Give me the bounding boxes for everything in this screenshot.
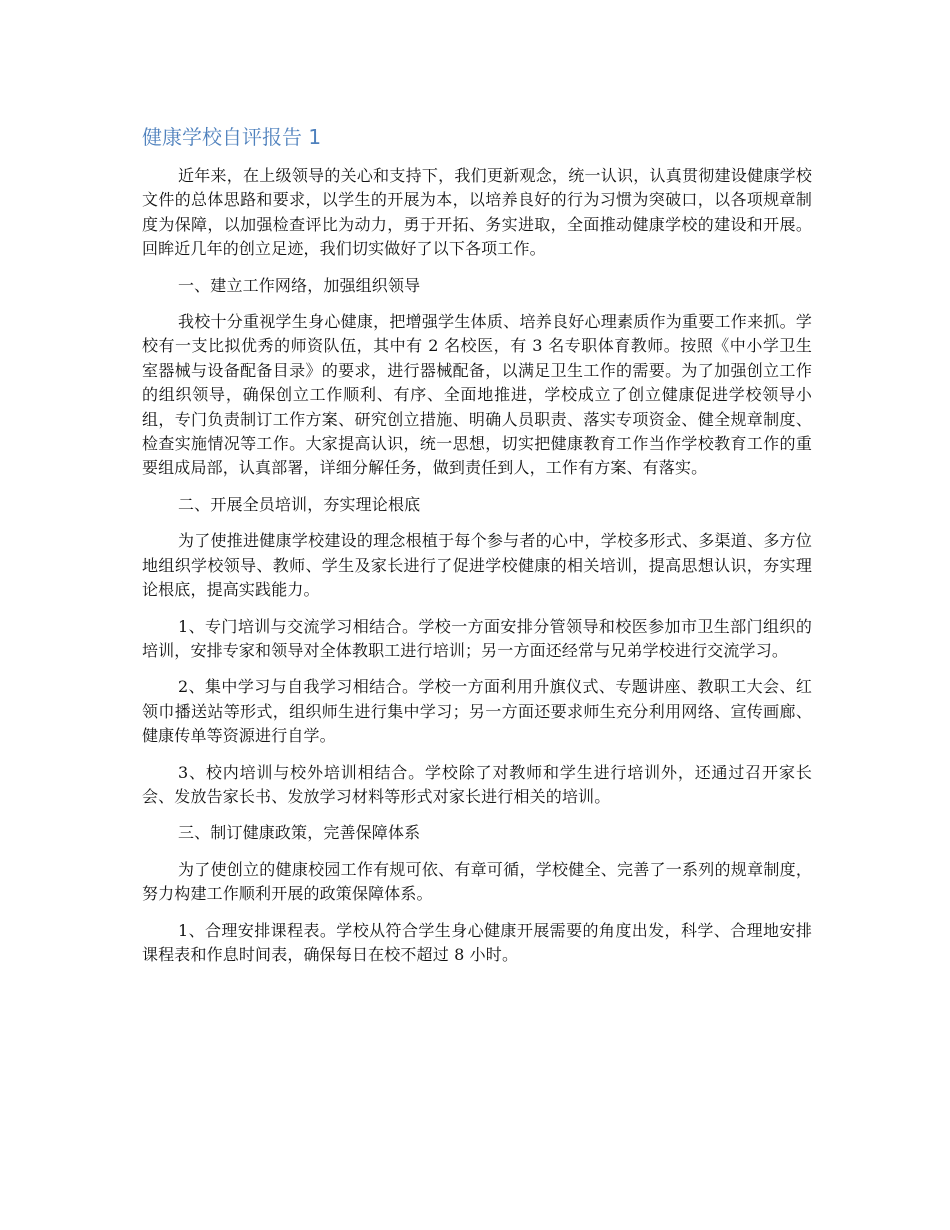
paragraph-section-3: 为了使创立的健康校园工作有规可依、有章可循，学校健全、完善了一系列的规章制度，努力构建工作顺利开展的政策保障体系。 — [142, 859, 812, 904]
paragraph-intro: 近年来，在上级领导的关心和支持下，我们更新观念，统一认识，认真贯彻建设健康学校文件的总体思路和要求，以学生的开展为本，以培养良好的行为习惯为突破口，以各项规章制度为保障，以加强检查评比为动力，勇于开拓、务实进取，全面推动健康学校的建设和开展。回眸近几年的创立足迹，我们切实做好了以下各项工作。 — [142, 166, 812, 259]
paragraph-item-2: 2、集中学习与自我学习相结合。学校一方面利用升旗仪式、专题讲座、教职工大会、红领巾播送站等形式，组织师生进行集中学习；另一方面还要求师生充分利用网络、宣传画廊、健康传单等资源进行自学。 — [142, 677, 812, 746]
document-title: 健康学校自评报告 1 — [142, 125, 322, 149]
paragraph-item-1: 1、专门培训与交流学习相结合。学校一方面安排分管领导和校医参加市卫生部门组织的培训，安排专家和领导对全体教职工进行培训；另一方面还经常与兄弟学校进行交流学习。 — [142, 616, 812, 660]
paragraph-section-1: 我校十分重视学生身心健康，把增强学生体质、培养良好心理素质作为重要工作来抓。学校有一支比拟优秀的师资队伍，其中有 2 名校医，有 3 名专职体育教师。按照《中小学卫生室器械与设备配备目录》的要求，进行器械配备，以满足卫生工作的需要。为了加强创立工作的组织领导，确保创立工作顺利、有序、全面地推进，学校成立了创立健康促进学校领导小组，专门负责制订工作方案、研究创立措施、明确人员职责、落实专项资金、健全规章制度、检查实施情况等工作。大家提高认识，统一思想，切实把健康教育工作当作学校教育工作的重要组成局部，认真部署，详细分解任务，做到责任到人，工作有方案、有落实。 — [142, 312, 812, 478]
paragraph-item-4: 1、合理安排课程表。学校从符合学生身心健康开展需要的角度出发，科学、合理地安排课程表和作息时间表，确保每日在校不超过 8 小时。 — [142, 920, 812, 964]
section-heading-3: 三、制订健康政策，完善保障体系 — [178, 823, 421, 843]
section-heading-2: 二、开展全员培训，夯实理论根底 — [178, 494, 421, 514]
document-body — [142, 122, 812, 979]
section-heading-1: 一、建立工作网络，加强组织领导 — [178, 275, 421, 295]
paragraph-item-3: 3、校内培训与校外培训相结合。学校除了对教师和学生进行培训外，还通过召开家长会、发放告家长书、发放学习材料等形式对家长进行相关的培训。 — [142, 762, 812, 806]
paragraph-section-2: 为了使推进健康学校建设的理念根植于每个参与者的心中，学校多形式、多渠道、多方位地组织学校领导、教师、学生及家长进行了促进学校健康的相关培训，提高思想认识，夯实理论根底，提高实践能力。 — [142, 531, 812, 600]
